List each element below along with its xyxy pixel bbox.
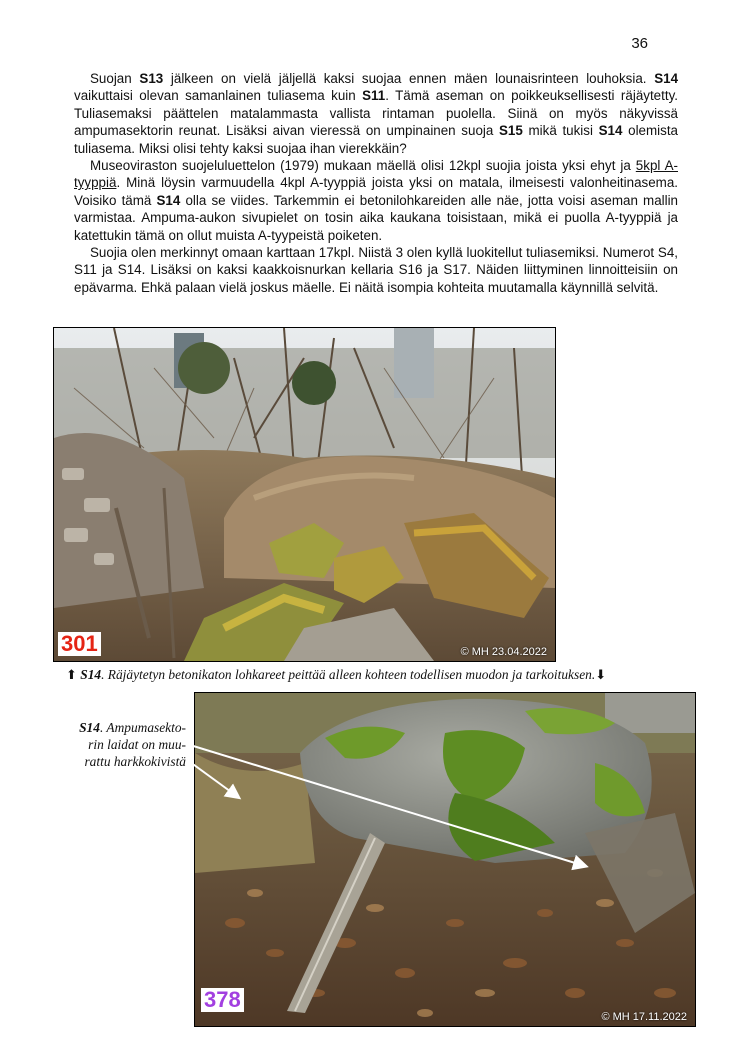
- photo-301: [53, 327, 556, 662]
- text-run: olemista tuliasema. Miksi olisi tehty kaksi suojaa ihan vierekkäin?: [74, 123, 678, 156]
- side-caption: S14. Ampumasekto- rin laidat on muu- rattu harkkokivistä: [79, 720, 186, 769]
- photo-378-image: [195, 693, 695, 1026]
- photo-caption: [66, 667, 686, 683]
- photo-378: [194, 692, 696, 1027]
- photo-number: 301: [58, 632, 101, 656]
- caption-text: . Räjäytetyn betonikaton lohkareet peittää alleen kohteen todellisen muodon ja tarkoituksen.: [101, 667, 596, 682]
- caption-label: S14: [80, 667, 102, 682]
- text-run: jälkeen on vielä jäljellä kaksi suojaa ennen mäen lounaisrinteen louhoksia.: [163, 71, 655, 86]
- body-text: [74, 70, 678, 296]
- photo-credit: © MH 17.11.2022: [601, 1011, 687, 1023]
- photo-number: 378: [201, 988, 244, 1012]
- photo-credit: © MH 23.04.2022: [460, 646, 547, 658]
- bold-run: S14: [598, 123, 623, 139]
- text-run: mikä tukisi: [522, 123, 599, 139]
- arrow-down-icon: ⬇: [595, 668, 607, 683]
- text-run: vaikuttaisi olevan samanlainen tuliasema kuin: [74, 88, 363, 104]
- bold-run: S15: [499, 123, 523, 139]
- bold-run: S14: [156, 192, 181, 208]
- underlined-run: 5kpl A-tyyppiä: [74, 158, 678, 191]
- arrow-up-icon: ⬆: [66, 668, 77, 683]
- text-run: . Minä löysin varmuudella 4kpl A-tyyppiä joista yksi on matala, ilmeisesti valonheitinasema. Voisiko tämä: [74, 175, 678, 208]
- paragraph: [74, 157, 678, 244]
- side-caption-label: S14: [79, 720, 100, 735]
- text-run: . Tämä aseman on poikkeuksellisesti räjäytetty. Tuliasemaksi päättelen matalammasta vallista rintaman puolella. Siinä on myös näkyvissä ampumasektorin reunat. Lisäksi aivan vieressä on umpinainen suoja: [74, 88, 678, 139]
- text-run: Suojia olen merkinnyt omaan karttaan 17kpl. Niistä 3 olen kyllä luokitellut tuliasemiksi. Numerot S4, S11 ja S14. Lisäksi on kaksi kaakkoisnurkan kellaria S16 ja S17. Näiden liittyminen linnoitteisiin on epävarma. Ehkä palaan vielä joskus mäelle. Ei näitä isompia kohteita muutamalla käynnillä selvitä.: [74, 245, 678, 295]
- photo-301-image: [54, 328, 555, 661]
- page-number: 36: [631, 35, 648, 52]
- text-run: Museoviraston suojeluluettelon (1979) mukaan mäellä olisi 12kpl suojia joista yksi ehyt ja: [90, 158, 636, 174]
- bold-run: S14: [654, 71, 679, 86]
- text-run: olla se viides. Tarkemmin ei betonilohkareiden alle näe, jotta voisi aseman mallin varmistaa. Ampuma-aukon sivupielet on tosin aika kaukana toisistaan, mikä ei puolla A-tyyppiä ja katettukin tämä on ollut muista A-tyypeistä poiketen.: [74, 192, 679, 243]
- bold-run: S13: [139, 71, 164, 86]
- paragraph: [74, 70, 678, 157]
- bold-run: S11: [362, 88, 386, 104]
- text-run: Suojan: [90, 71, 140, 86]
- paragraph: [74, 244, 678, 296]
